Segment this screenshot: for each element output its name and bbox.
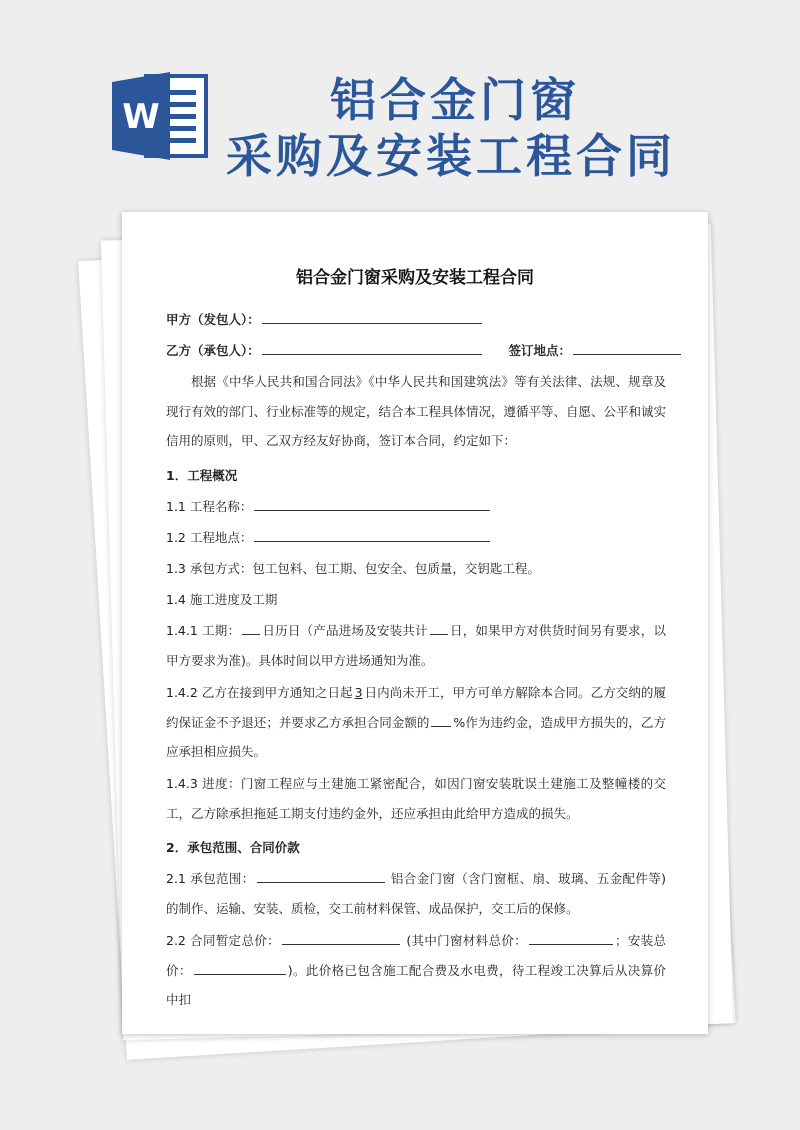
item-1-4-1-text2: 日，如果甲方对供货时间另有要求，以甲方要求为准)。具体时间以甲方进场通知为准。	[166, 623, 666, 668]
install-price-blank[interactable]	[194, 960, 286, 975]
document-page	[122, 212, 708, 1034]
document-title: 铝合金门窗采购及安装工程合同	[296, 268, 534, 288]
section1-title: 1．工程概况	[166, 468, 238, 483]
item-2-2-text3: )。此价格已包含施工配合费及水电费，待工程竣工决算后从决算价中扣	[166, 962, 666, 1007]
party-a-line	[166, 305, 484, 335]
item-1-1	[166, 492, 492, 522]
party-b-line	[166, 336, 683, 366]
party-b-blank[interactable]	[262, 340, 482, 355]
item-1-4-3: 1.4.3 进度：门窗工程应与土建施工紧密配合，如因门窗安装耽误土建施工及整幢楼的交工，乙方除承担拖延工期支付违约金外，还应承担由此给甲方造成的损失。	[166, 776, 666, 821]
start-days-value: 3	[354, 685, 363, 700]
sign-place-label: 签订地点：	[508, 343, 571, 358]
item-1-3: 1.3 承包方式：包工包料、包工期、包安全、包质量，交钥匙工程。	[166, 561, 540, 576]
party-b-label: 乙方（承包人）：	[166, 343, 260, 358]
penalty-percent-blank[interactable]	[431, 712, 451, 727]
contract-document	[122, 212, 708, 1034]
item-2-1-text: 铝合金门窗（含门窗框、扇、玻璃、五金配件等)的制作、运输、安装、质检，交工前材料保管、成品保护，交工后的保修。	[166, 871, 666, 916]
item-1-4-1-text: 日历日（产品进场及安装共计	[262, 623, 428, 638]
total-price-blank[interactable]	[282, 930, 400, 945]
item-2-2-text: (其中门窗材料总价：	[406, 933, 527, 948]
banner-title-line1: 铝合金门窗	[330, 73, 580, 127]
scope-blank[interactable]	[257, 868, 385, 883]
item-1-4-2-text2: %作为违约金，造成甲方损失的，乙方应承担相应损失。	[166, 714, 666, 759]
item-1-4-2-label: 1.4.2 乙方在接到甲方通知之日起	[166, 685, 353, 700]
party-a-label: 甲方（发包人）：	[166, 312, 260, 327]
item-1-4-1	[166, 616, 666, 675]
project-name-blank[interactable]	[254, 496, 490, 511]
item-2-2-label: 2.2 合同暂定总价：	[166, 933, 280, 948]
item-1-4-2	[166, 678, 666, 767]
item-2-1-label: 2.1 承包范围：	[166, 871, 255, 886]
duration-days-blank[interactable]	[242, 620, 260, 635]
item-1-2-label: 1.2 工程地点：	[166, 530, 253, 545]
project-location-blank[interactable]	[254, 527, 490, 542]
item-1-2	[166, 523, 492, 553]
item-2-2	[166, 926, 666, 1015]
banner	[0, 0, 800, 210]
item-1-1-label: 1.1 工程名称：	[166, 499, 253, 514]
word-document-icon	[112, 70, 212, 162]
sign-place-blank[interactable]	[573, 340, 681, 355]
delivery-days-blank[interactable]	[430, 620, 448, 635]
item-1-4-2-text: 日内尚未开工，甲方可单方解除本合同。乙方交纳的履约保证金不予退还；并要求乙方承担合同金额的	[166, 685, 666, 730]
item-1-4-1-label: 1.4.1 工期：	[166, 623, 241, 638]
section2-title: 2．承包范围、合同价款	[166, 840, 300, 855]
material-price-blank[interactable]	[529, 930, 613, 945]
item-2-2-text2: ；安装总价：	[166, 933, 666, 978]
item-1-4: 1.4 施工进度及工期	[166, 592, 278, 607]
item-2-1	[166, 864, 666, 923]
intro-paragraph: 根据《中华人民共和国合同法》《中华人民共和国建筑法》等有关法律、法规、规章及现行有效的部门、行业标准等的规定，结合本工程具体情况，遵循平等、自愿、公平和诚实信用的原则，甲、乙双方经友好协商，签订本合同，约定如下：	[166, 374, 667, 448]
banner-title-line2: 采购及安装工程合同	[226, 129, 676, 183]
word-icon-letter: W	[122, 97, 160, 137]
party-a-blank[interactable]	[262, 309, 482, 324]
